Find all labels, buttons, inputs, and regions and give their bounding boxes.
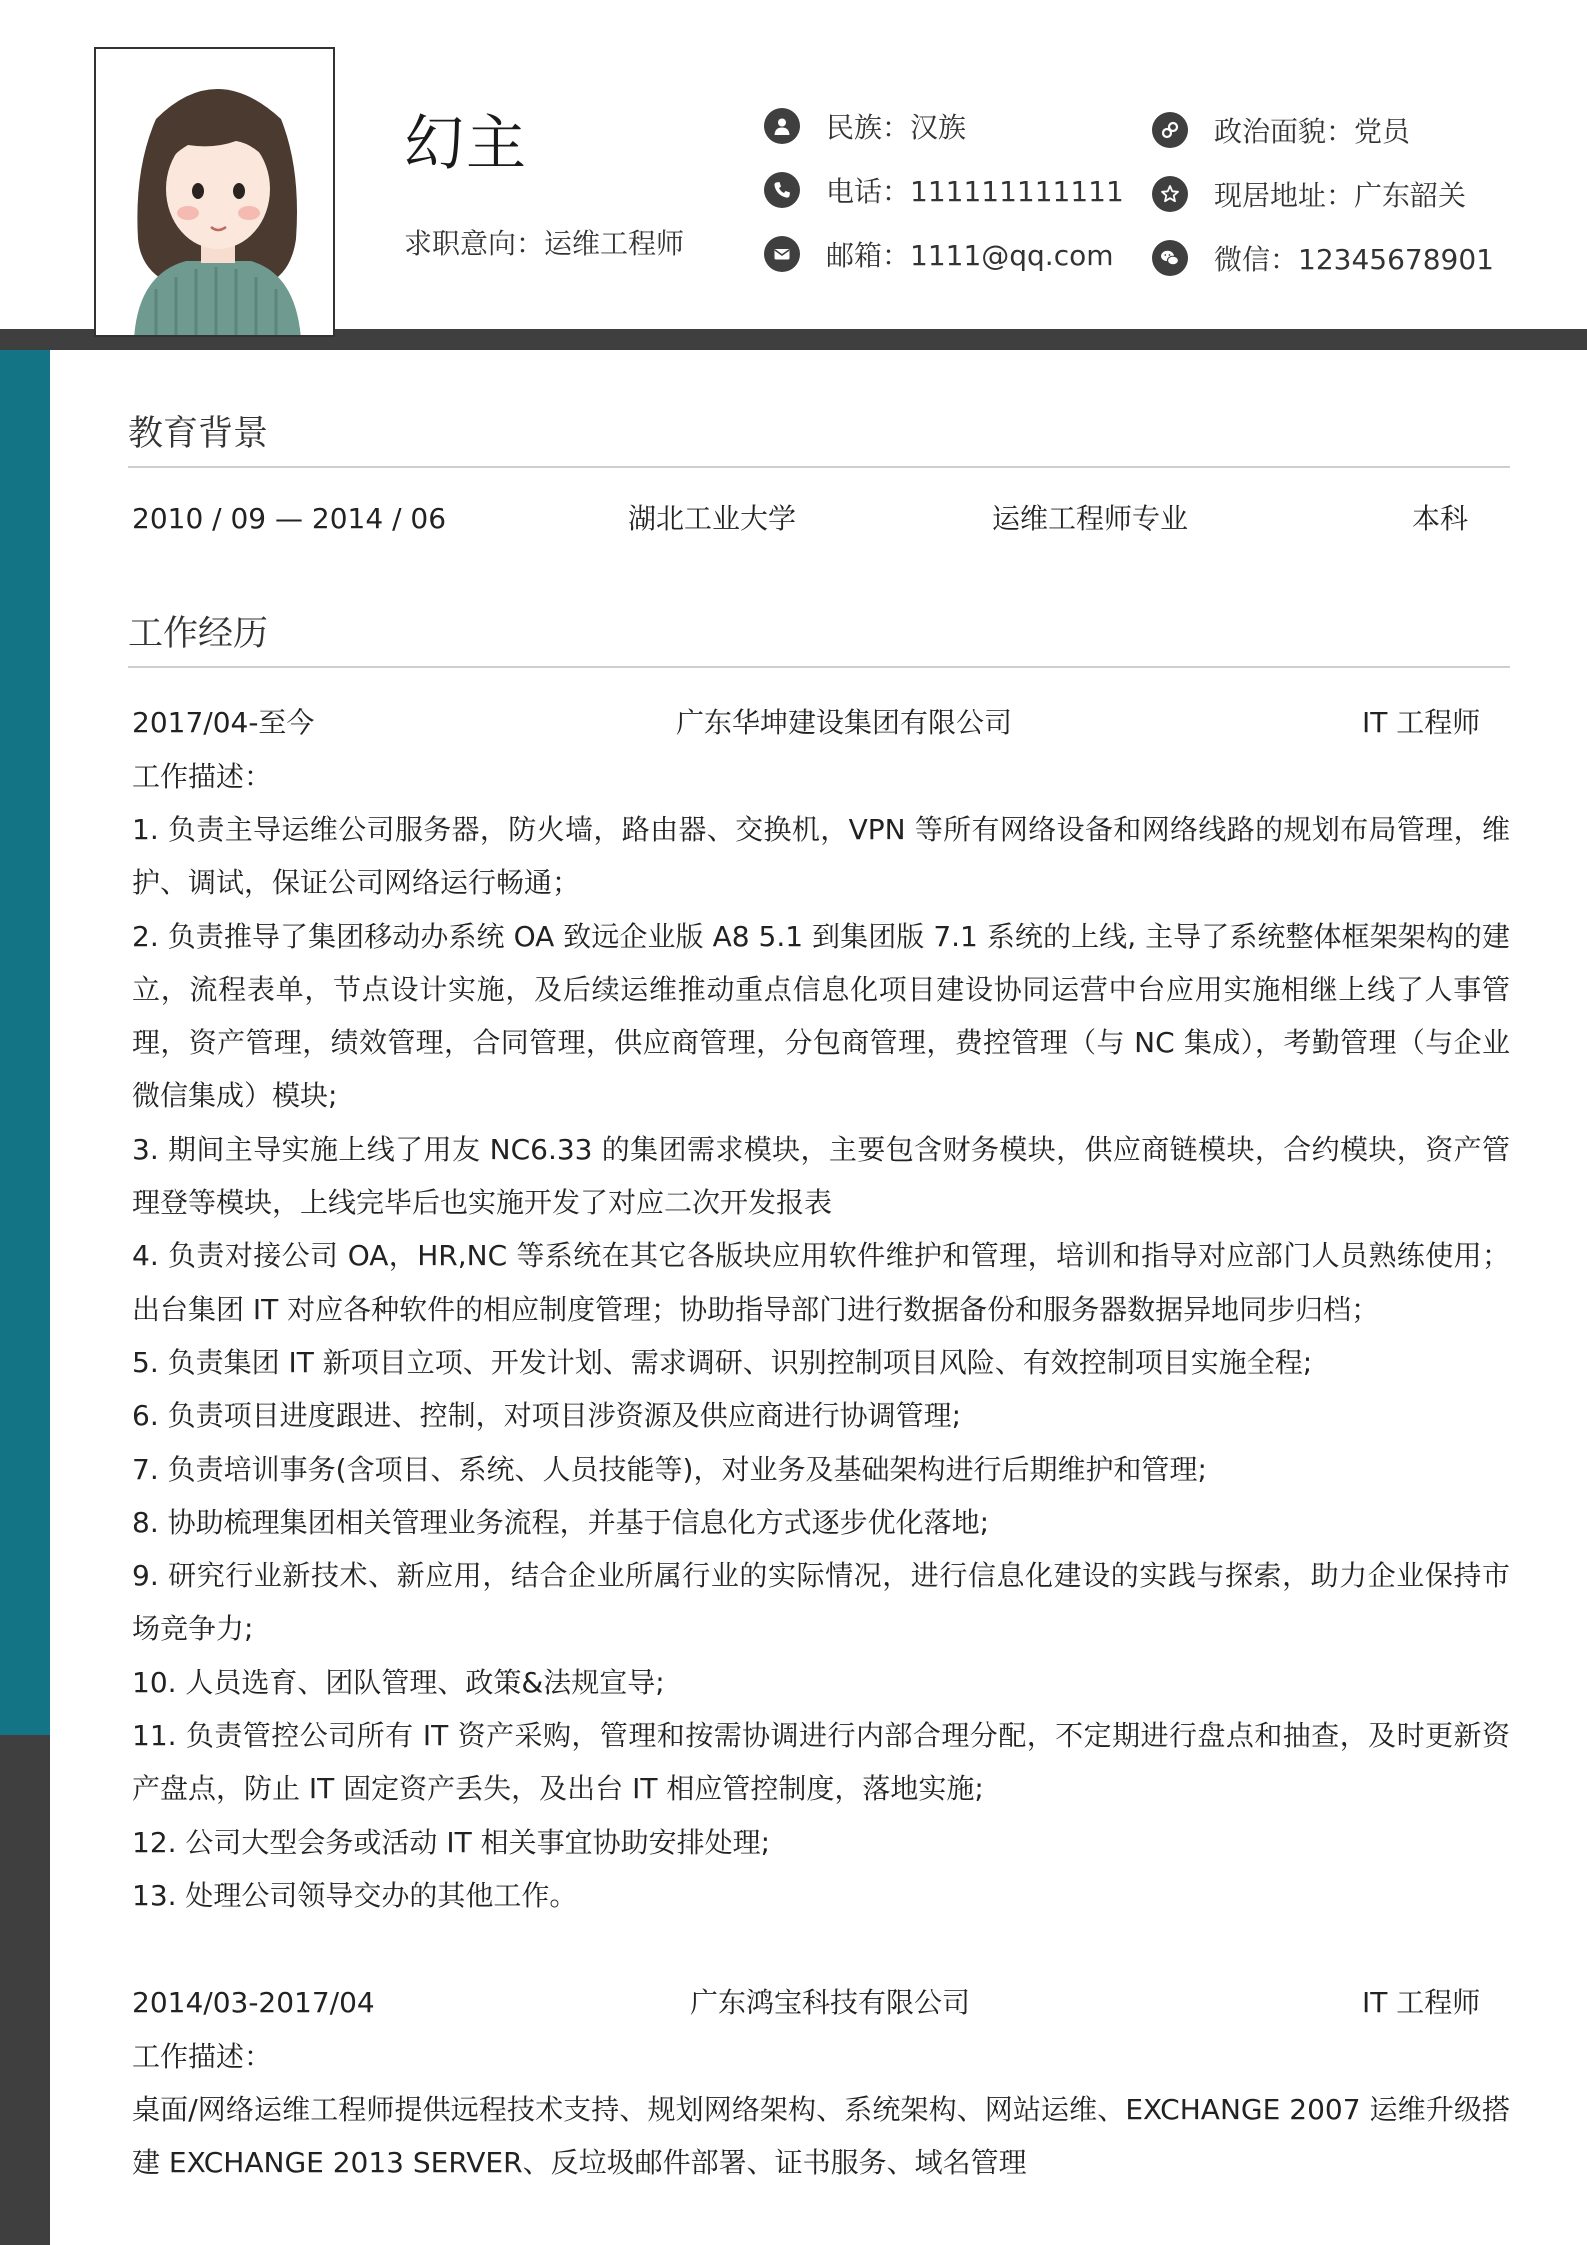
phone-icon <box>764 172 800 208</box>
job-1-item: 8. 协助梳理集团相关管理业务流程，并基于信息化方式逐步优化落地; <box>132 1505 990 1539</box>
info-email-text: 邮箱：1111@qq.com <box>826 239 1114 272</box>
badge-icon <box>1152 112 1188 148</box>
profile-photo <box>94 47 335 337</box>
info-ethnicity-text: 民族：汉族 <box>826 111 967 144</box>
job-1-item: 11. 负责管控公司所有 IT 资产采购，管理和按需协调进行内部合理分配，不定期进行盘点和抽查，及时更新资产盘点，防止 IT 固定资产丢失，及出台 IT 相应管控制度，落地实施; <box>132 1719 1510 1806</box>
job-1-item: 13. 处理公司领导交办的其他工作。 <box>132 1878 578 1912</box>
education-major: 运维工程师专业 <box>992 502 1189 535</box>
education-period: 2010 / 09 — 2014 / 06 <box>132 502 447 535</box>
job-2-period: 2014/03-2017/04 <box>132 1986 375 2019</box>
info-email <box>764 232 1114 276</box>
job-2-company: 广东鸿宝科技有限公司 <box>690 1986 971 2019</box>
person-icon <box>764 108 800 144</box>
info-wechat-text: 微信：12345678901 <box>1214 243 1494 276</box>
job-2-description <box>132 2083 1510 2190</box>
info-ethnicity <box>764 104 966 148</box>
job-1-item: 7. 负责培训事务(含项目、系统、人员技能等)，对业务及基础架构进行后期维护和管理; <box>132 1452 1207 1486</box>
job-1-period: 2017/04-至今 <box>132 706 315 739</box>
job-2-item: 桌面/网络运维工程师提供远程技术支持、规划网络架构、系统架构、网站运维、EXCHANGE 2007 运维升级搭建 EXCHANGE 2013 SERVER、反垃圾邮件部署、证书服务、域名管理 <box>132 2093 1510 2180</box>
job-1-company: 广东华坤建设集团有限公司 <box>676 706 1013 739</box>
job-1-item: 6. 负责项目进度跟进、控制，对项目涉资源及供应商进行协调管理; <box>132 1399 962 1433</box>
side-accent-bar-dark <box>0 1735 50 2245</box>
education-title: 教育背景 <box>128 414 269 454</box>
job-1-description <box>132 803 1510 1922</box>
candidate-name: 幻主 <box>404 109 528 179</box>
job-2-position: IT 工程师 <box>1362 1986 1481 2019</box>
job-1-item: 3. 期间主导实施上线了用友 NC6.33 的集团需求模块，主要包含财务模块，供应商链模块，合约模块，资产管理登等模块，上线完毕后也实施开发了对应二次开发报表 <box>132 1132 1510 1220</box>
education-school: 湖北工业大学 <box>628 502 797 535</box>
info-phone <box>764 168 1124 212</box>
job-intent: 求职意向：运维工程师 <box>404 227 685 260</box>
info-address <box>1152 172 1466 216</box>
info-political-text: 政治面貌：党员 <box>1214 115 1411 148</box>
job-1-item: 4. 负责对接公司 OA，HR,NC 等系统在其它各版块应用软件维护和管理，培训和指导对应部门人员熟练使用；出台集团 IT 对应各种软件的相应制度管理；协助指导部门进行数据备份和服务器数据异地同步归档； <box>132 1239 1510 1326</box>
info-political <box>1152 108 1410 152</box>
education-degree: 本科 <box>1412 502 1469 535</box>
job-1-position: IT 工程师 <box>1362 706 1481 739</box>
avatar-illustration <box>96 49 335 337</box>
work-title: 工作经历 <box>128 614 269 654</box>
job-1-item: 12. 公司大型会务或活动 IT 相关事宜协助安排处理; <box>132 1825 771 1859</box>
side-accent-bar-teal <box>0 350 50 1735</box>
job-1-item: 1. 负责主导运维公司服务器，防火墙，路由器、交换机，VPN 等所有网络设备和网络线路的规划布局管理，维护、调试，保证公司网络运行畅通； <box>132 813 1510 900</box>
job-1-item: 5. 负责集团 IT 新项目立项、开发计划、需求调研、识别控制项目风险、有效控制项目实施全程; <box>132 1345 1313 1379</box>
job-1-item: 10. 人员选育、团队管理、政策&法规宣导; <box>132 1665 665 1699</box>
job-1-desc-label: 工作描述： <box>132 760 273 793</box>
work-divider <box>128 666 1510 668</box>
info-wechat <box>1152 236 1494 280</box>
wechat-icon <box>1152 240 1188 276</box>
job-1-item: 9. 研究行业新技术、新应用，结合企业所属行业的实际情况，进行信息化建设的实践与探索，助力企业保持市场竞争力; <box>132 1559 1510 1646</box>
job-1-item: 2. 负责推导了集团移动办系统 OA 致远企业版 A8 5.1 到集团版 7.1 系统的上线, 主导了系统整体框架架构的建立，流程表单，节点设计实施，及后续运维推动重点信息化项目建设协同运营中台应用实施相继上线了人事管理，资产管理，绩效管理，合同管理，供应商管理，分包商管理，费控管理（与 NC 集成），考勤管理（与企业微信集成）模块; <box>132 919 1510 1113</box>
info-address-text: 现居地址：广东韶关 <box>1214 179 1467 212</box>
job-2-desc-label: 工作描述： <box>132 2040 273 2073</box>
education-divider <box>128 466 1510 468</box>
star-icon <box>1152 176 1188 212</box>
info-phone-text: 电话：111111111111 <box>826 175 1124 208</box>
mail-icon <box>764 236 800 272</box>
